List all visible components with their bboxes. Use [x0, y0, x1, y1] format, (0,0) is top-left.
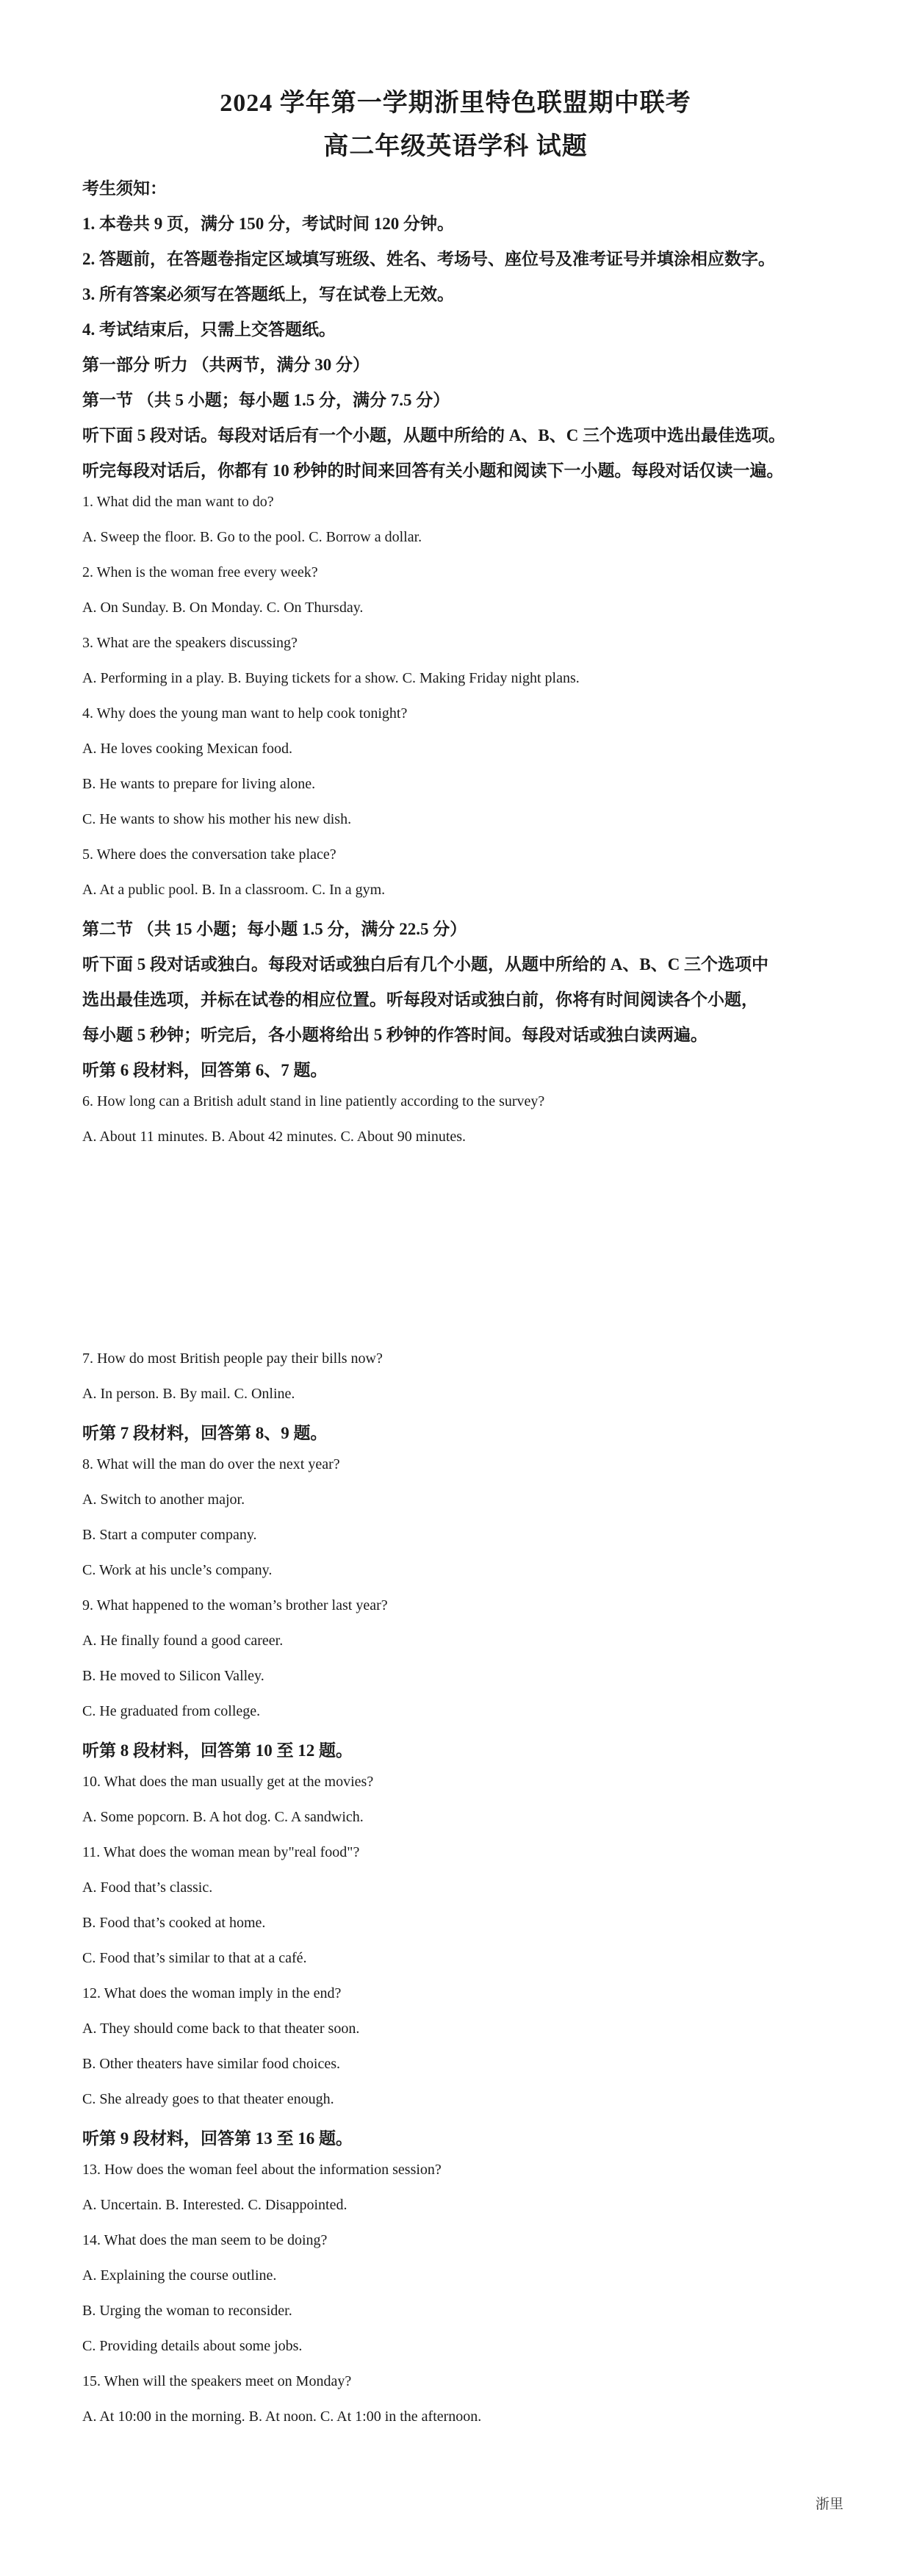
question-line: 11. What does the woman mean by"real food"? [82, 1844, 360, 1860]
option-line: A. Uncertain. B. Interested. C. Disappointed. [82, 2197, 348, 2213]
question-line: 3. What are the speakers discussing? [82, 635, 298, 651]
question-line: 12. What does the woman imply in the end? [82, 1985, 342, 2001]
question-line: 7. How do most British people pay their bills now? [82, 1350, 383, 1367]
option-line: B. He wants to prepare for living alone. [82, 776, 316, 792]
option-line: C. Food that’s similar to that at a café. [82, 1950, 307, 1966]
option-line: A. Food that’s classic. [82, 1879, 213, 1896]
section-heading: 第一节 （共 5 小题；每小题 1.5 分，满分 7.5 分） [82, 391, 450, 409]
page-footer: 浙里 [815, 2497, 843, 2512]
option-line: B. Other theaters have similar food choices. [82, 2056, 340, 2072]
option-line: B. Start a computer company. [82, 1527, 257, 1543]
material-heading: 听第 8 段材料，回答第 10 至 12 题。 [82, 1741, 353, 1760]
question-line: 15. When will the speakers meet on Monday? [82, 2373, 352, 2389]
option-line: A. In person. B. By mail. C. Online. [82, 1386, 295, 1402]
option-line: B. He moved to Silicon Valley. [82, 1668, 264, 1684]
option-line: A. At 10:00 in the morning. B. At noon. C. At 1:00 in the afternoon. [82, 2408, 482, 2425]
material-heading: 听第 6 段材料，回答第 6、7 题。 [82, 1061, 328, 1079]
option-line: B. Urging the woman to reconsider. [82, 2303, 292, 2319]
section-instruction: 选出最佳选项，并标在试卷的相应位置。听每段对话或独白前，你将有时间阅读各个小题， [82, 990, 758, 1009]
notice-item: 2. 答题前，在答题卷指定区域填写班级、姓名、考场号、座位号及准考证号并填涂相应数字。 [82, 250, 775, 268]
option-line: A. Explaining the course outline. [82, 2267, 277, 2284]
exam-title: 2024 学年第一学期浙里特色联盟期中联考 [220, 90, 691, 117]
question-line: 14. What does the man seem to be doing? [82, 2232, 328, 2248]
notice-heading: 考生须知： [82, 179, 167, 198]
notice-item: 1. 本卷共 9 页，满分 150 分，考试时间 120 分钟。 [82, 215, 454, 233]
option-line: C. She already goes to that theater enough. [82, 2091, 334, 2107]
section-instruction: 听下面 5 段对话或独白。每段对话或独白后有几个小题，从题中所给的 A、B、C 三个选项中 [82, 955, 769, 974]
question-line: 8. What will the man do over the next year? [82, 1456, 340, 1472]
question-line: 5. Where does the conversation take place? [82, 846, 336, 863]
option-line: A. Some popcorn. B. A hot dog. C. A sandwich. [82, 1809, 364, 1825]
question-line: 9. What happened to the woman’s brother last year? [82, 1597, 388, 1613]
question-line: 4. Why does the young man want to help cook tonight? [82, 705, 408, 722]
option-line: A. He finally found a good career. [82, 1633, 284, 1649]
material-heading: 听第 9 段材料，回答第 13 至 16 题。 [82, 2129, 353, 2148]
option-line: A. On Sunday. B. On Monday. C. On Thursday. [82, 600, 364, 616]
question-line: 13. How does the woman feel about the information session? [82, 2162, 442, 2178]
question-line: 10. What does the man usually get at the movies? [82, 1774, 374, 1790]
option-line: C. Work at his uncle’s company. [82, 1562, 273, 1578]
material-heading: 听第 7 段材料，回答第 8、9 题。 [82, 1424, 328, 1442]
notice-item: 3. 所有答案必须写在答题纸上，写在试卷上无效。 [82, 285, 454, 303]
notice-item: 4. 考试结束后，只需上交答题纸。 [82, 320, 336, 339]
option-line: A. They should come back to that theater soon. [82, 2021, 360, 2037]
option-line: B. Food that’s cooked at home. [82, 1915, 266, 1931]
option-line: C. He wants to show his mother his new dish. [82, 811, 352, 827]
section-instruction: 每小题 5 秒钟；听完后，各小题将给出 5 秒钟的作答时间。每段对话或独白读两遍。 [82, 1026, 707, 1044]
option-line: A. Switch to another major. [82, 1492, 245, 1508]
option-line: A. He loves cooking Mexican food. [82, 741, 293, 757]
option-line: A. Sweep the floor. B. Go to the pool. C. Borrow a dollar. [82, 529, 422, 545]
section-heading: 第二节 （共 15 小题；每小题 1.5 分，满分 22.5 分） [82, 920, 467, 938]
question-line: 2. When is the woman free every week? [82, 564, 318, 580]
part-heading: 第一部分 听力 （共两节，满分 30 分） [82, 356, 370, 374]
option-line: A. About 11 minutes. B. About 42 minutes. C. About 90 minutes. [82, 1129, 467, 1145]
option-line: A. At a public pool. B. In a classroom. C. In a gym. [82, 882, 386, 898]
question-line: 6. How long can a British adult stand in line patiently according to the survey? [82, 1093, 545, 1109]
section-instruction: 听下面 5 段对话。每段对话后有一个小题，从题中所给的 A、B、C 三个选项中选出最佳选项。 [82, 426, 786, 445]
option-line: C. He graduated from college. [82, 1703, 261, 1719]
question-line: 1. What did the man want to do? [82, 494, 274, 510]
option-line: A. Performing in a play. B. Buying tickets for a show. C. Making Friday night plans. [82, 670, 580, 686]
section-instruction: 听完每段对话后，你都有 10 秒钟的时间来回答有关小题和阅读下一小题。每段对话仅读一遍。 [82, 461, 784, 480]
exam-subtitle: 高二年级英语学科 试题 [323, 133, 588, 160]
option-line: C. Providing details about some jobs. [82, 2338, 303, 2354]
